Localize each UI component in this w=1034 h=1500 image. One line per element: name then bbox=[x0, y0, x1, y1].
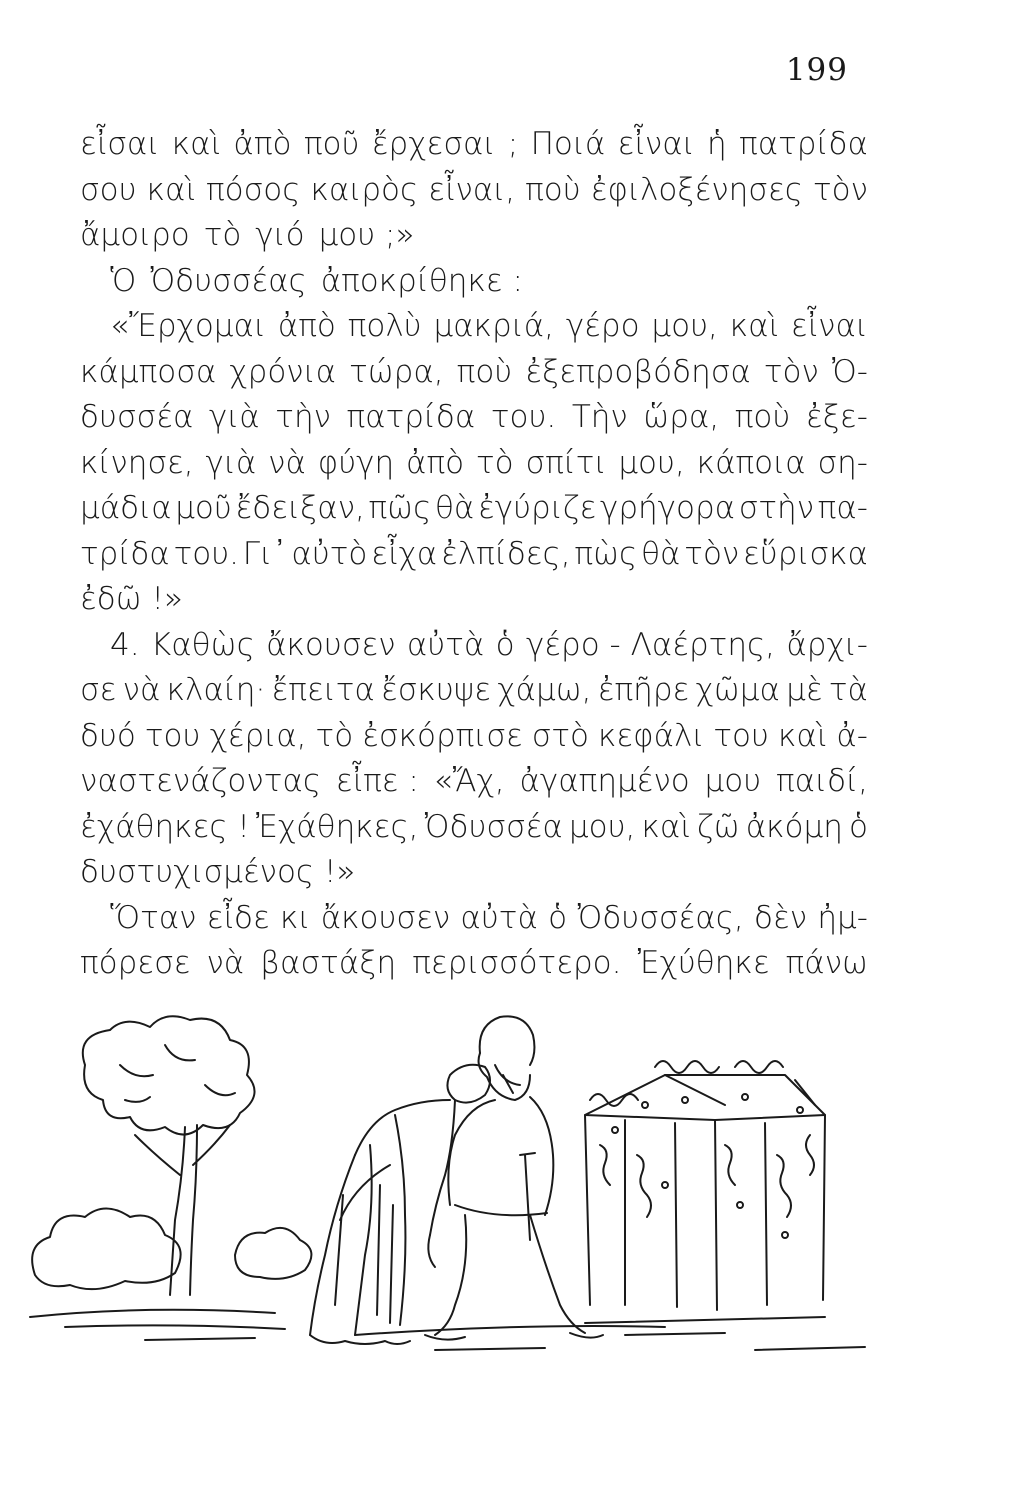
text-line bbox=[80, 213, 868, 259]
word: ἄκουσεν bbox=[266, 626, 396, 663]
word: δυσσέα bbox=[80, 399, 194, 435]
word: ὁ bbox=[548, 899, 568, 936]
word: Ἐχύθηκε bbox=[637, 945, 770, 981]
text-line bbox=[80, 668, 868, 714]
word: του bbox=[713, 717, 769, 754]
word: εἶχα bbox=[371, 535, 438, 572]
page-number: 199 bbox=[785, 52, 848, 88]
word: τὸν bbox=[812, 171, 868, 208]
word: δυστυχισμένος !» bbox=[80, 854, 356, 890]
text-line bbox=[80, 532, 868, 578]
text-line bbox=[80, 759, 868, 805]
text-line bbox=[80, 941, 868, 987]
word: εἶσαι bbox=[80, 126, 160, 162]
word: σου bbox=[80, 171, 137, 208]
word: σε bbox=[80, 672, 117, 708]
word: πατρίδα bbox=[739, 126, 868, 162]
word: χάμω, bbox=[497, 672, 592, 708]
word: ἀποκρίθηκε : bbox=[320, 262, 523, 299]
word: πάνω bbox=[785, 945, 868, 981]
word: τὸ bbox=[475, 444, 514, 481]
text-line bbox=[80, 850, 868, 896]
word: εἶναι bbox=[617, 126, 695, 162]
word: τὸ bbox=[203, 217, 242, 253]
word: Ποιά bbox=[530, 126, 606, 162]
word: μου bbox=[704, 763, 762, 799]
word: πόρεσε bbox=[80, 945, 191, 981]
word: του bbox=[144, 717, 201, 754]
word: δυό bbox=[80, 717, 136, 754]
word: Ὀδυσσέας, bbox=[577, 899, 744, 936]
word: ἔσκυψε bbox=[381, 672, 491, 708]
word: τὸ bbox=[315, 717, 354, 754]
word: ; bbox=[507, 126, 519, 162]
word: ναστενάζοντας bbox=[80, 763, 322, 799]
word: ἠμ- bbox=[817, 899, 868, 936]
tree-drawing bbox=[83, 1016, 255, 1295]
word: γιὰ bbox=[205, 444, 257, 481]
word: ἔρχεσαι bbox=[371, 126, 496, 162]
text-line bbox=[80, 486, 868, 532]
word: κεφάλι bbox=[597, 717, 705, 754]
word: ἀπὸ bbox=[406, 444, 465, 481]
text-line bbox=[80, 896, 868, 942]
word: ἐπῆρε bbox=[597, 672, 690, 708]
word: Ὅταν bbox=[110, 899, 197, 936]
word: καὶ bbox=[171, 126, 222, 162]
word: κάμποσα bbox=[80, 353, 217, 390]
illustration-odysseus-laertes bbox=[25, 1005, 925, 1405]
word: καὶ bbox=[777, 717, 828, 754]
word: αὐτὰ bbox=[406, 626, 485, 663]
word: καὶ bbox=[729, 308, 780, 344]
text-line bbox=[80, 259, 868, 305]
word: ἀπὸ bbox=[233, 126, 292, 162]
word: χῶμα bbox=[695, 672, 780, 708]
word: Γι᾽ bbox=[242, 535, 288, 572]
word: γέρο bbox=[565, 308, 640, 344]
word: Ὁ bbox=[110, 262, 137, 299]
arbor-drawing bbox=[585, 1061, 825, 1310]
word: στὸ bbox=[531, 717, 589, 754]
word: καιρὸς bbox=[310, 171, 419, 208]
word: 4. bbox=[110, 626, 140, 663]
word: μου, bbox=[568, 808, 636, 845]
word: εἶναι, bbox=[428, 171, 516, 208]
word: εἶπε : bbox=[335, 763, 419, 799]
word: βαστάξη bbox=[260, 945, 397, 981]
text-line bbox=[80, 623, 868, 669]
word: ζῶ bbox=[696, 808, 740, 845]
word: ἀ- bbox=[836, 717, 868, 754]
text-line bbox=[80, 805, 868, 851]
word: Ὀ- bbox=[831, 353, 868, 390]
word: σπίτι bbox=[525, 444, 607, 481]
word: ἐχάθηκες ! bbox=[80, 808, 250, 845]
word: Καθὼς bbox=[150, 626, 255, 663]
text-line bbox=[80, 122, 868, 168]
word: ὥρα, bbox=[643, 399, 720, 435]
word: κάποια bbox=[696, 444, 806, 481]
word: μακριά, bbox=[433, 308, 554, 344]
text-line bbox=[80, 304, 868, 350]
word: καὶ bbox=[641, 808, 691, 845]
word: ση- bbox=[817, 444, 868, 481]
ground-lines bbox=[30, 1310, 865, 1350]
word: μὲ bbox=[786, 672, 823, 708]
word: μου, bbox=[651, 308, 718, 344]
word: τώρα, bbox=[349, 353, 444, 390]
word: Ἐχάθηκες, bbox=[255, 808, 419, 845]
text-line bbox=[80, 714, 868, 760]
word: ὁ bbox=[848, 808, 868, 845]
word: μου, bbox=[618, 444, 685, 481]
word: καὶ bbox=[146, 171, 196, 208]
word: ἐλπίδες, bbox=[441, 535, 571, 572]
word: ἔδειξαν, bbox=[235, 490, 365, 526]
word: πῶς bbox=[368, 490, 432, 526]
word: ἐξεπροβόδησα bbox=[525, 353, 751, 390]
word: γιό bbox=[255, 217, 305, 253]
body-text bbox=[80, 122, 868, 987]
word: αὐτὸ bbox=[291, 535, 368, 572]
word: κλαίη· bbox=[166, 672, 266, 708]
word: πόσος bbox=[206, 171, 301, 208]
word: ἐφιλοξένησες bbox=[590, 171, 803, 208]
word: χέρια, bbox=[209, 717, 307, 754]
text-line bbox=[80, 168, 868, 214]
word: «Ἔρχομαι bbox=[110, 308, 266, 344]
text-line bbox=[80, 441, 868, 487]
word: εἶναι bbox=[790, 308, 868, 344]
word: Ὀδυσσέα bbox=[424, 808, 563, 845]
word: αὐτὰ bbox=[460, 899, 538, 936]
word: μου ;» bbox=[318, 217, 415, 253]
word: ἐσκόρπισε bbox=[362, 717, 523, 754]
text-line bbox=[80, 395, 868, 441]
word: ὁ bbox=[495, 626, 515, 663]
word: ἀγαπημένο bbox=[519, 763, 690, 799]
word: πολὺ bbox=[347, 308, 422, 344]
text-line bbox=[80, 577, 868, 623]
figures-drawing bbox=[310, 1016, 603, 1344]
word: νὰ bbox=[268, 444, 306, 481]
word: Ὀδυσσέας bbox=[150, 262, 307, 299]
word: θὰ bbox=[641, 535, 681, 572]
word: ἐξε- bbox=[805, 399, 868, 435]
word: φύγη bbox=[317, 444, 395, 481]
word: μάδια bbox=[80, 490, 172, 526]
word: ἐδῶ !» bbox=[80, 581, 183, 617]
word: τὸν bbox=[684, 535, 740, 572]
word: πα- bbox=[817, 490, 868, 526]
word: τὰ bbox=[828, 672, 868, 708]
word: πὼς bbox=[574, 535, 638, 572]
word: ἐγύριζε bbox=[478, 490, 597, 526]
word: ἄμοιρο bbox=[80, 217, 190, 253]
word: νὰ bbox=[122, 672, 161, 708]
word: τρίδα bbox=[80, 535, 170, 572]
word: στὴν bbox=[738, 490, 815, 526]
word: θὰ bbox=[434, 490, 475, 526]
word: ἡ bbox=[707, 126, 727, 162]
word: ἄκουσεν bbox=[320, 899, 451, 936]
word: κι bbox=[280, 899, 311, 936]
word: ποὺ bbox=[734, 399, 791, 435]
word: Τὴν bbox=[571, 399, 628, 435]
word: γιὰ bbox=[208, 399, 260, 435]
word: ἀκόμη bbox=[745, 808, 843, 845]
word: ποῦ bbox=[303, 126, 360, 162]
word: ἄρχι- bbox=[786, 626, 868, 663]
word: τὴν bbox=[275, 399, 331, 435]
word: τὸν bbox=[763, 353, 819, 390]
word: κίνησε, bbox=[80, 444, 194, 481]
word: «Ἄχ, bbox=[433, 763, 505, 799]
word: γέρο - Λαέρτης, bbox=[525, 626, 776, 663]
word: ποὺ bbox=[456, 353, 513, 390]
word: πατρίδα bbox=[346, 399, 476, 435]
word: μοῦ bbox=[175, 490, 232, 526]
word: ἔπειτα bbox=[271, 672, 375, 708]
text-line bbox=[80, 350, 868, 396]
word: ἀπὸ bbox=[277, 308, 336, 344]
word: του. bbox=[490, 399, 557, 435]
word: νὰ bbox=[206, 945, 245, 981]
word: ποὺ bbox=[525, 171, 581, 208]
word: εὕρισκα bbox=[743, 535, 868, 572]
word: παιδί, bbox=[776, 763, 868, 799]
word: εἶδε bbox=[206, 899, 270, 936]
word: χρόνια bbox=[229, 353, 337, 390]
word: γρήγορα bbox=[600, 490, 736, 526]
word: περισσότερο. bbox=[412, 945, 622, 981]
word: του. bbox=[173, 535, 239, 572]
word: δὲν bbox=[754, 899, 808, 936]
